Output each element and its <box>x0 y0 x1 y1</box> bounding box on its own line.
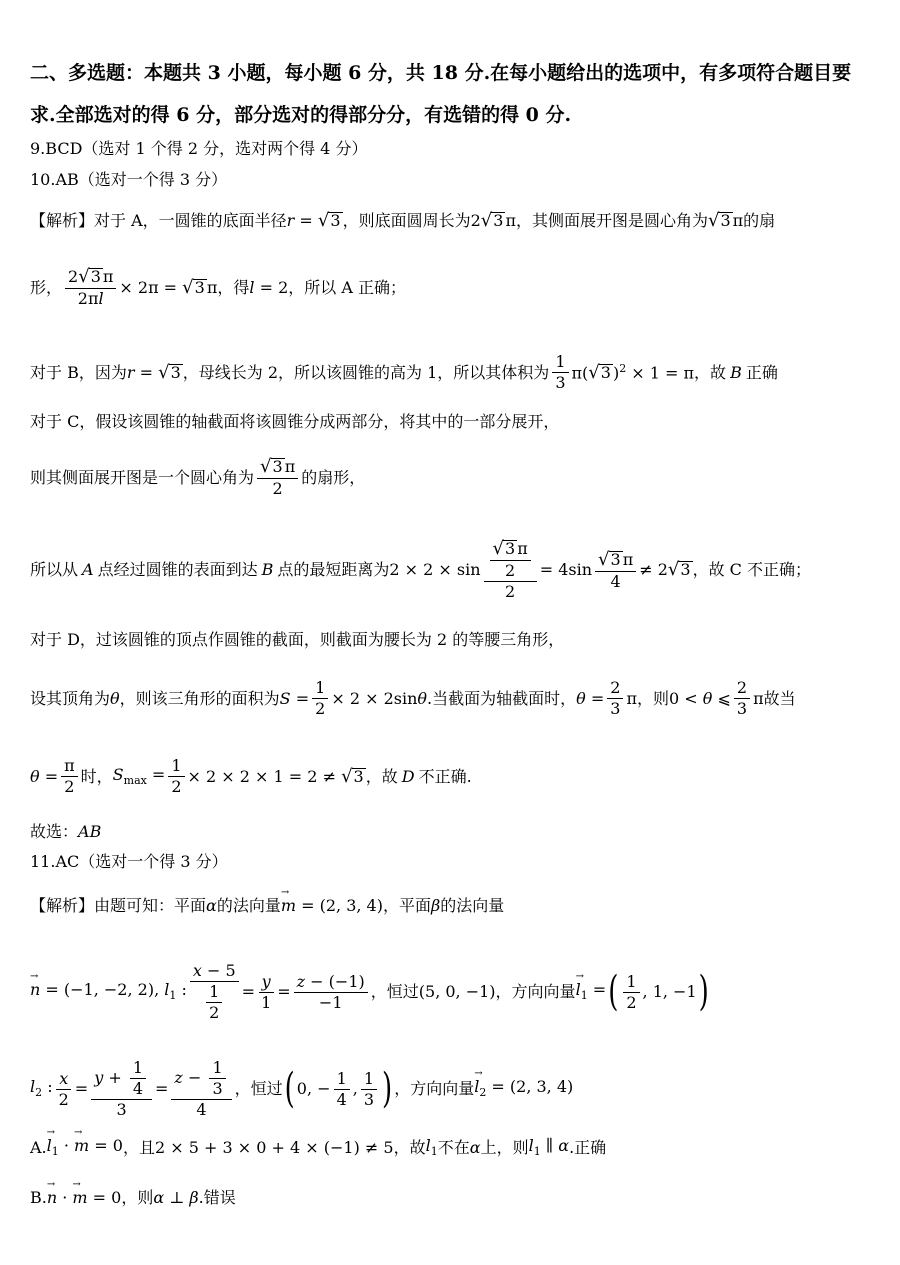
q9-answer: 9.BCD（选对 1 个得 2 分，选对两个得 4 分） <box>30 139 368 158</box>
q11-line-l2: $l_2$ : $\frac{x}{2}$ = y + $\frac{1}{4}$ 3 = z − $\frac{1}{3}$ 4 ，恒过 ( 0, − $\frac{1}{4}$ , $\frac{1}{3}$ ) ，方向向量 $l \to_2 = (2$, 3, 4) <box>30 1060 573 1118</box>
q11-analysis-normals: 【解析】 由题可知：平面 α 的法向量 m → = (2, 3, 4) ，平面 β 的法向量 <box>30 898 504 914</box>
section-heading-line1: 二、多选题：本题共 3 小题，每小题 6 分，共 18 分.在每小题给出的选项中，有多项符合题目要 <box>30 62 852 84</box>
q10-analysis-d: 对于 D，过该圆锥的顶点作圆锥的截面，则截面为腰长为 2 的等腰三角形， <box>30 630 565 649</box>
q10-choice: 故选： AB <box>30 822 102 841</box>
q10-analysis-d-max: θ = $\frac{\pi}{2}$ 时， $S_{max}$ = $\frac{1}{2}$ × 2 × 2 × 1 = 2 ≠ √ 3 ，故 D 不正确. <box>30 756 472 796</box>
q10-analysis-d-area: 设其顶角为 θ ，则该三角形的面积为 S = $\frac{1}{2}$ × 2 × 2sinθ .当截面为轴截面时， θ = $\frac{2}{3}$ π ，则 0 < θ ⩽ $\frac{2}{3}$ π 故当 <box>30 678 796 718</box>
q10-analysis-c-distance: 所以从 A 点经过圆锥的表面到达 B 点的最短距离为 2 × 2 × sin √ 3 π 2 2 = 4sin √ 3 π 4 ≠ 2 √ 3 ，故 C 不正确； <box>30 538 811 601</box>
q11-option-b: B. n → · m → = 0 ，则 α ⊥ β .错误 <box>30 1190 236 1206</box>
q10-analysis-c: 对于 C，假设该圆锥的轴截面将该圆锥分成两部分，将其中的一部分展开， <box>30 412 560 431</box>
q10-analysis-b: 对于 B，因为 r = √ 3 ，母线长为 2，所以该圆锥的高为 1，所以其体积为 $\frac{1}{3}$ π( √ 3 )$^2$ × 1 = π ，故 B 正确 <box>30 352 778 392</box>
q10-analysis-c-angle: 则其侧面展开图是一个圆心角为 √ 3 π 2 的扇形， <box>30 456 366 498</box>
q10-analysis-a: 【解析】 对于 A，一圆锥的底面半径 r = √ 3 ，则底面圆周长为 2 √ 3 π ，其侧面展开图是圆心角为 √ 3 π 的扇 <box>30 210 776 231</box>
q11-option-a: A. $l \to_1 \cdot m$ → = 0 ，且 2 × 5 + 3 × 0 + 4 × (−1) ≠ 5 ，故 $l_1$ 不在 α 上，则 $l_1$ ∥ α .正确 <box>30 1138 606 1157</box>
q10-analysis-a-formula: 形， 2 √ 3 π 2πl × 2π = √ 3 π ，得 l = 2 ，所以 A 正确； <box>30 266 406 308</box>
q10-answer: 10.AB（选对一个得 3 分） <box>30 170 228 189</box>
q11-line-l1: n → = (−1, −2, 2), $l_1$ : $\frac{x - 5}{\frac{1}{2}}$ = $\frac{y}{1}$ = $\frac{z - (-1)}{-1}$ ，恒过 (5, 0, −1) ，方向向量 $l \to_1$ = ( $\frac{1}{2}$ , 1, −1 ) <box>30 963 711 1021</box>
section-heading-line2: 求.全部选对的得 6 分，部分选对的得部分分，有选错的得 0 分. <box>30 104 572 126</box>
q11-answer: 11.AC（选对一个得 3 分） <box>30 852 228 871</box>
